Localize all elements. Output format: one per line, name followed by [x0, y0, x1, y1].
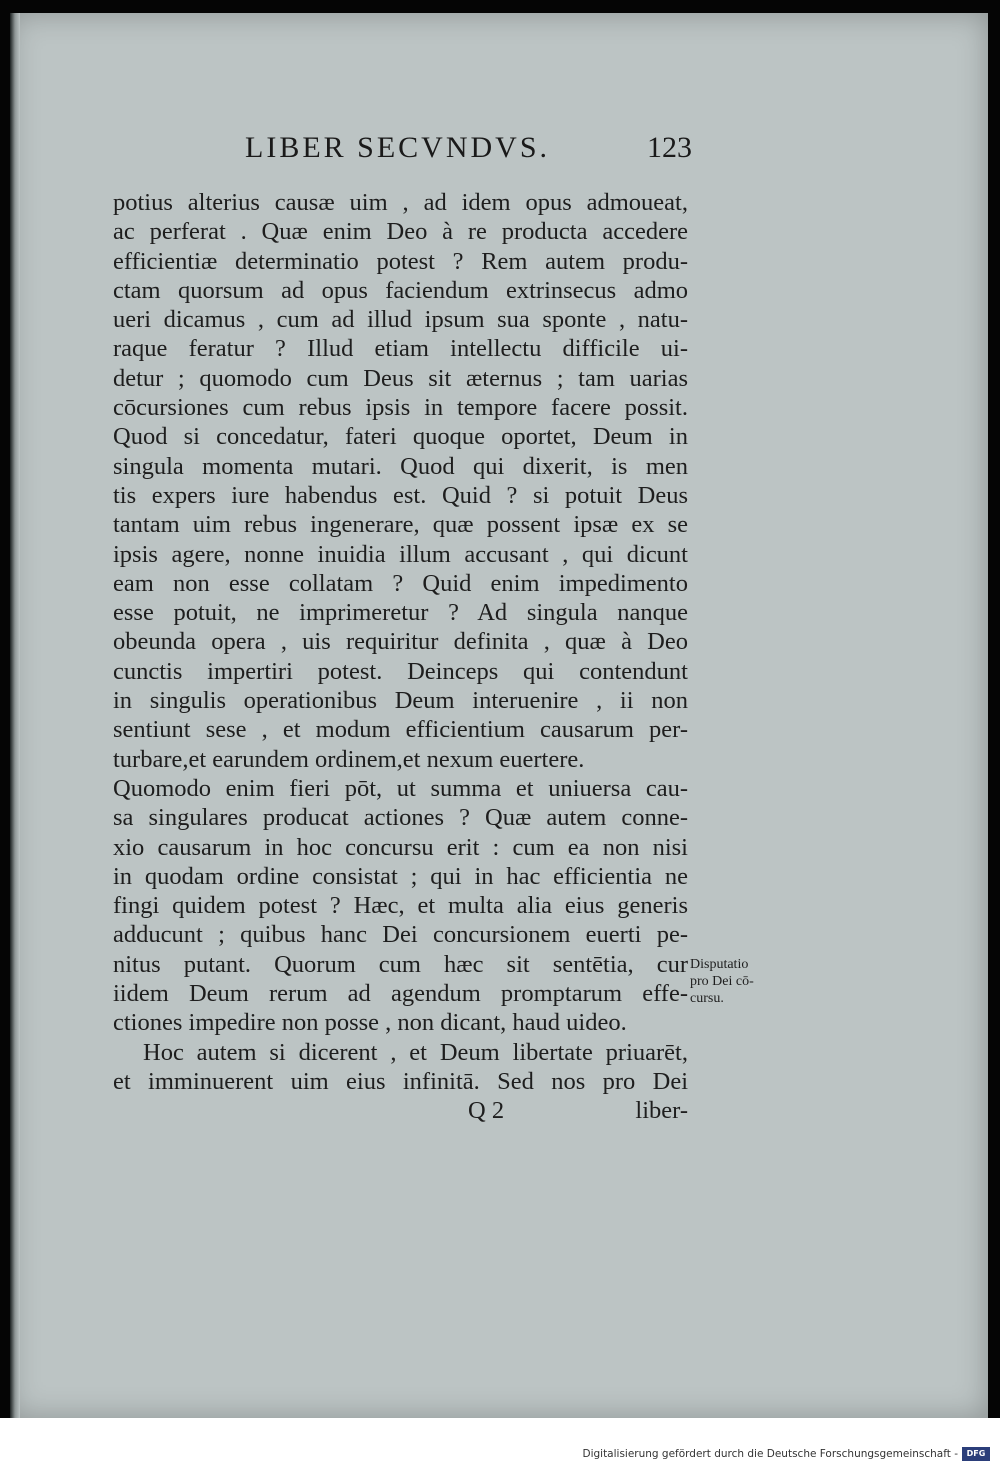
text-line: singula momenta mutari. Quod qui dixerit, is men: [113, 452, 688, 480]
text-line: cōcursiones cum rebus ipsis in tempore facere possit.: [113, 394, 688, 422]
text-line: ctam quorsum ad opus faciendum extrinsecus admo: [113, 276, 688, 304]
text-line: adducunt ; quibus hanc Dei concursionem euerti pe-: [113, 921, 688, 949]
text-line: ueri dicamus , cum ad illud ipsum sua sponte , natu-: [113, 306, 688, 334]
page-header: [212, 131, 692, 177]
running-title: LIBER SECVNDVS.: [245, 131, 551, 164]
text-line: Quod si concedatur, fateri quoque oportet, Deum in: [113, 423, 688, 451]
credit-line: Digitalisierung gefördert durch die Deutsche Forschungsgemeinschaft -: [582, 1448, 958, 1460]
page-gutter: [10, 13, 20, 1418]
catchword: liber-: [635, 1097, 688, 1124]
text-line: esse potuit, ne imprimeretur ? Ad singula nanque: [113, 599, 688, 627]
text-line: sa singulares producat actiones ? Quæ autem conne-: [113, 804, 688, 832]
main-text: [113, 188, 688, 1096]
text-line: iidem Deum rerum ad agendum promptarum effe-: [113, 980, 688, 1008]
credit-bar: [0, 1418, 1000, 1467]
marginal-note: [690, 956, 800, 1007]
signature-mark: Q 2: [468, 1097, 505, 1124]
text-line: detur ; quomodo cum Deus sit æternus ; tam uarias: [113, 364, 688, 392]
text-line: xio causarum in hoc concursu erit : cum ea non nisi: [113, 833, 688, 861]
dfg-logo: DFG: [962, 1447, 990, 1461]
text-line: in singulis operationibus Deum interuenire , ii non: [113, 687, 688, 715]
text-line: turbare,et earundem ordinem,et nexum euertere.: [113, 745, 585, 773]
marginal-note-line: pro Dei cō-: [690, 974, 754, 989]
text-line: nitus putant. Quorum cum hæc sit sentētia, cur: [113, 950, 688, 978]
text-line: Hoc autem si dicerent , et Deum libertate priuarēt,: [143, 1038, 688, 1066]
text-line: efficientiæ determinatio potest ? Rem autem produ-: [113, 247, 688, 275]
text-line: obeunda opera , uis requiritur definita , quæ à Deo: [113, 628, 688, 656]
text-line: tantam uim rebus ingenerare, quæ possent ipsæ ex se: [113, 511, 688, 539]
text-line: in quodam ordine consistat ; qui in hac efficientia ne: [113, 862, 688, 890]
text-line: potius alterius causæ uim , ad idem opus admoueat,: [113, 189, 688, 216]
text-line: Quomodo enim fieri pōt, ut summa et uniuersa cau-: [113, 774, 688, 802]
text-line: raque feratur ? Illud etiam intellectu difficile ui-: [113, 335, 688, 363]
text-line: cunctis impertiri potest. Deinceps qui contendunt: [113, 657, 688, 685]
text-line: ctiones impedire non posse , non dicant, haud uideo.: [113, 1009, 627, 1037]
text-line: sentiunt sese , et modum efficientium causarum per-: [113, 716, 688, 744]
text-line: et imminuerent uim eius infinitā. Sed nos pro Dei: [113, 1067, 688, 1095]
text-line: ipsis agere, nonne inuidia illum accusant , qui dicunt: [113, 540, 688, 568]
text-line: ac perferat . Quæ enim Deo à re producta accedere: [113, 218, 688, 246]
marginal-note-line: Disputatio: [690, 957, 749, 972]
page-footer: [468, 1097, 688, 1127]
text-line: fingi quidem potest ? Hæc, et multa alia eius generis: [113, 892, 688, 920]
page-number: 123: [647, 131, 692, 164]
marginal-note-line: cursu.: [690, 991, 724, 1006]
text-line: eam non esse collatam ? Quid enim impedimento: [113, 569, 688, 597]
text-line: tis expers iure habendus est. Quid ? si potuit Deus: [113, 481, 688, 509]
